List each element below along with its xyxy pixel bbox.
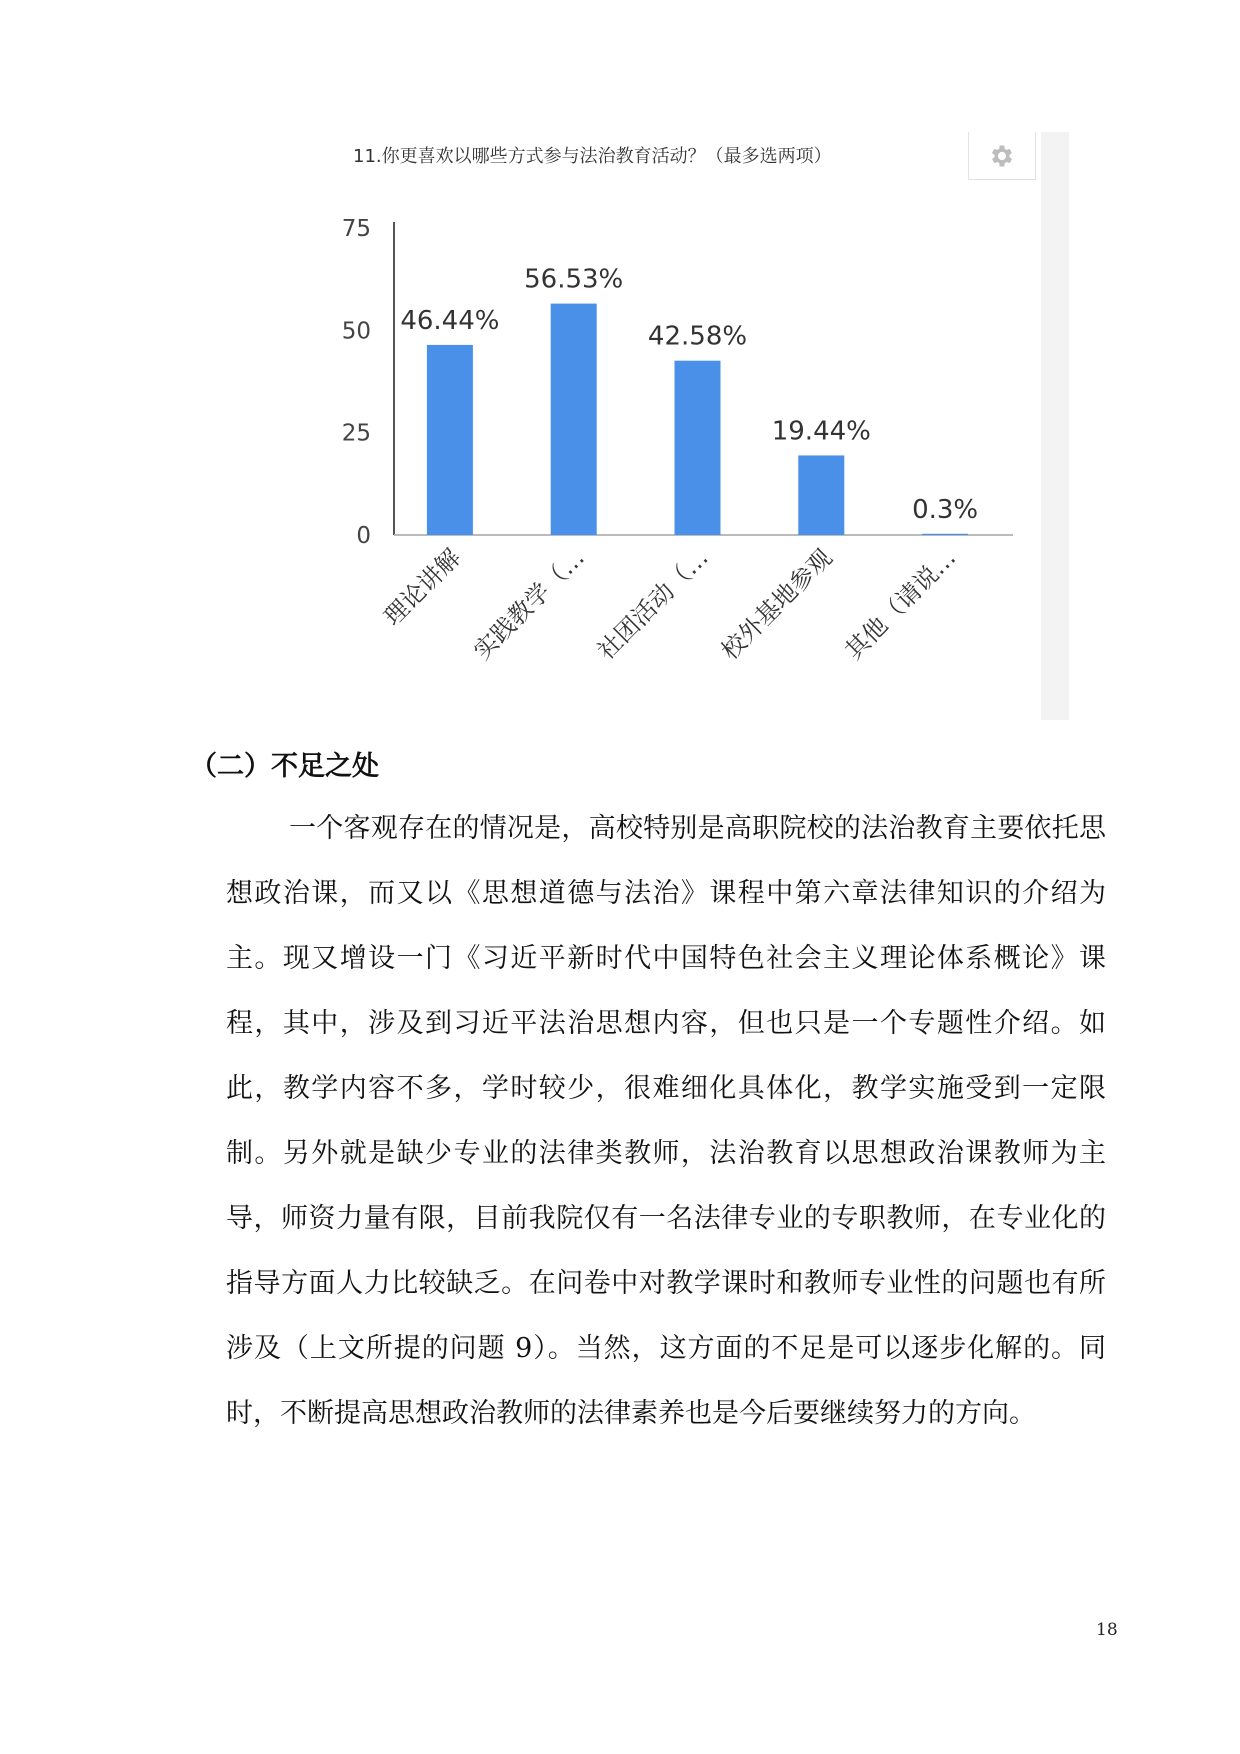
section-heading: （二）不足之处 [190,751,379,782]
y-tick-label: 0 [356,523,371,549]
data-label: 46.44% [400,305,500,336]
y-tick-label: 50 [341,318,371,345]
y-tick-label: 25 [341,420,371,447]
y-tick-label: 75 [341,216,371,242]
chart-title: 11.你更喜欢以哪些方式参与法治教育活动？（最多选两项） [353,146,832,167]
category-label: 理论讲解 [378,543,467,632]
bar [427,345,473,535]
data-label: 0.3% [912,494,979,525]
chart-bars [378,265,978,665]
bar [798,455,844,535]
data-label: 56.53% [524,264,624,295]
gear-icon [988,142,1016,170]
category-label: 校外基地参观 [715,543,838,666]
category-label: 社团活动（… [592,543,714,666]
chart-settings-button[interactable] [968,132,1036,180]
data-label: 19.44% [771,416,871,447]
category-label: 其他（请说… [839,543,962,666]
bar [551,304,597,535]
chart-figure [283,132,1069,720]
chart-card [283,132,1041,720]
bar-chart [283,132,1041,720]
category-label: 实践教学（… [468,543,590,666]
bar [675,361,721,535]
bar [922,534,968,535]
page-number: 18 [1096,1620,1118,1640]
data-label: 42.58% [647,321,748,352]
body-paragraph: 一个客观存在的情况是，高校特别是高职院校的法治教育主要依托思想政治课，而又以《思想道德与法治》课程中第六章法律知识的介绍为主。现又增设一门《习近平新时代中国特色社会主义理论体系概论》课程，其中，涉及到习近平法治思想内容，但也只是一个专题性介绍。如此，教学内容不多，学时较少，很难细化具体化，教学实施受到一定限制。另外就是缺少专业的法律类教师，法治教育以思想政治课教师为主导，师资力量有限，目前我院仅有一名法律专业的专职教师，在专业化的指导方面人力比较缺乏。在问卷中对教学课时和教师专业性的问题也有所涉及（上文所提的问题 9）。当然，这方面的不足是可以逐步化解的。同时，不断提高思想政治教师的法律素养也是今后要继续努力的方向。 [226,813,1106,1429]
